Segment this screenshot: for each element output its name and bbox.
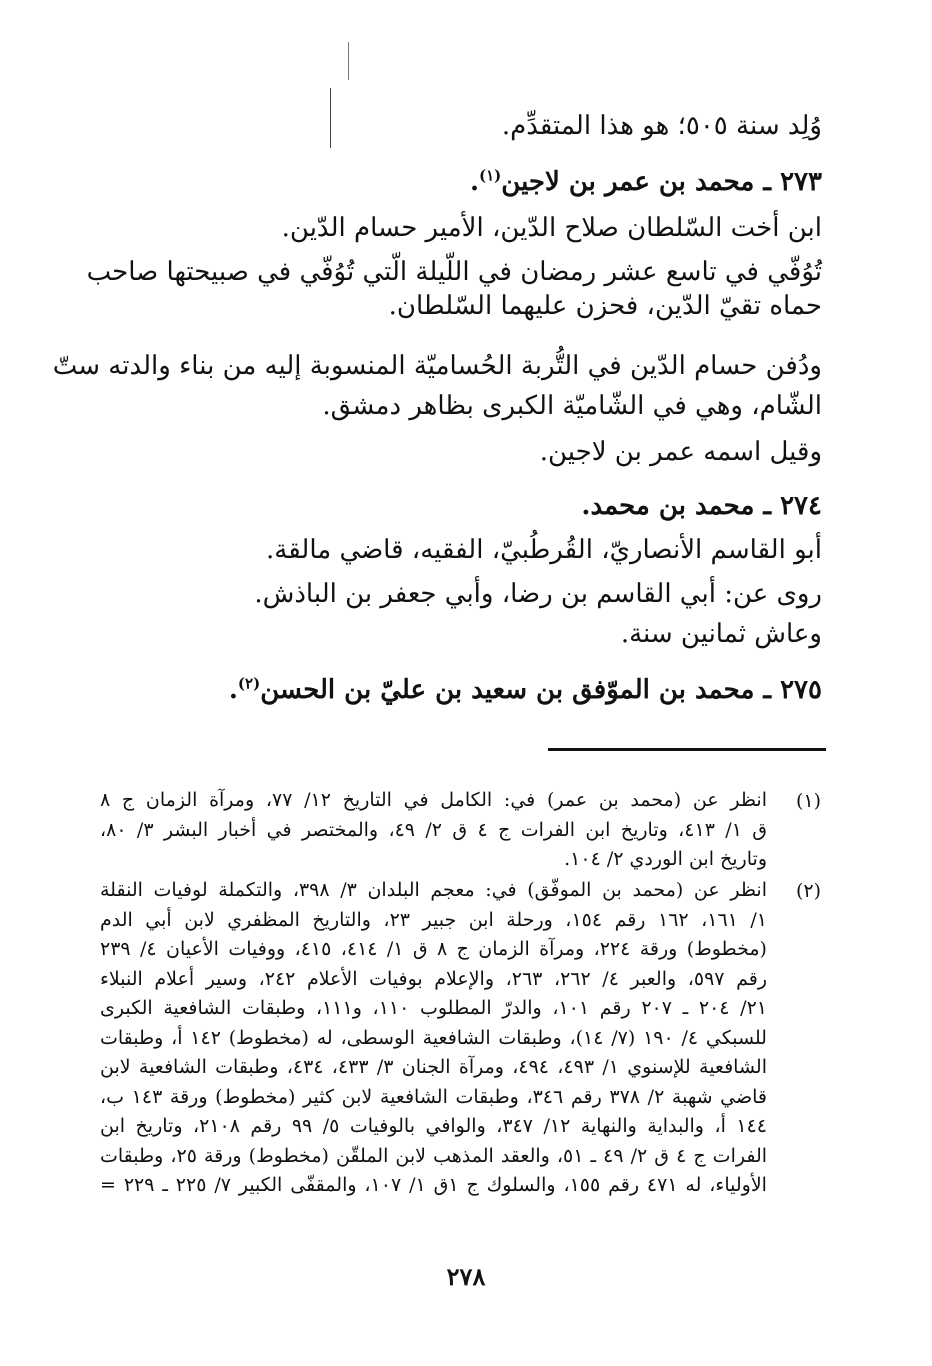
text-line: روى عن: أبي القاسم بن رضا، وأبي جعفر بن الباذش. [254,579,822,609]
text-line: ودُفن حسام الدّين في التُّربة الحُساميّة المنسوبة إليه من بناء والدته ستّ [52,351,822,381]
entry-title: ٢٧٣ ـ محمد بن عمر بن لاجين [501,167,822,197]
heading-period: . [469,167,479,197]
entry-heading-273 [470,164,822,200]
text-line: تُوُفّي في تاسع عشر رمضان في اللّيلة الّتي تُوُفّي في صبيحتها صاحب [86,257,822,287]
footnote-line: ١٤٤ أ، والبداية والنهاية ١٢/ ٣٤٧، والوافي بالوفيات ٥/ ٩٩ رقم ٢١٠٨، وتاريخ ابن [100,1115,767,1137]
text-line: وقيل اسمه عمر بن لاجين. [539,437,822,467]
footnote-line: (مخطوط) ورقة ٢٢٤، ومرآة الزمان ج ٨ ق ١/ ٤١٤، ٤١٥، ووفيات الأعيان ٤/ ٢٣٩ [100,938,767,960]
footnote-1 [100,786,767,875]
footnote-line: ٢١/ ٢٠٤ ـ ٢٠٧ رقم ١٠١، والدرّ المطلوب ١١٠، و١١١، وطبقات الشافعية الكبرى [100,997,767,1019]
footnote-line: الشافعية للإسنوي ١/ ٤٩٣، ٤٩٤، ومرآة الجنان ٣/ ٤٣٣، ٤٣٤، وطبقات الشافعية لابن [100,1056,767,1078]
footnote-line: انظر عن (محمد بن الموفّق) في: معجم البلدان ٣/ ٣٩٨، والتكملة لوفيات النقلة [100,879,767,901]
text-line: الشّام، وهي في الشّاميّة الكبرى بظاهر دمشق. [322,391,822,421]
footnote-ref: (٢) [237,674,261,693]
text-line: وُلِد سنة ٥٠٥؛ هو هذا المتقدِّم. [501,111,822,141]
text-line: وعاش ثمانين سنة. [620,619,822,649]
footnote-line: الأولياء، له ٤٧١ رقم ١٥٥، والسلوك ج ١ق ١/ ١٠٧، والمقفّى الكبير ٧/ ٢٢٥ ـ ٢٢٩ = [100,1174,767,1196]
footnote-marker: (١) [796,790,822,812]
footnote-separator [548,748,826,751]
footnote-ref: (١) [479,166,502,185]
entry-heading-274: ٢٧٤ ـ محمد بن محمد. [581,491,822,521]
footnote-line: ق ١/ ٤١٣، وتاريخ ابن الفرات ج ٤ ق ٢/ ٤٩، والمختصر في أخبار البشر ٣/ ٨٠، [100,818,768,841]
margin-mark [348,42,349,80]
margin-mark [330,88,331,148]
entry-title: ٢٧٥ ـ محمد بن الموّفق بن سعيد بن عليّ بن الحسن [260,675,822,705]
entry-heading-275 [229,672,822,708]
page-number: ٢٧٨ [446,1262,486,1291]
footnote-line: الفرات ج ٤ ق ٢/ ٤٩ ـ ٥١، والعقد المذهب لابن الملقّن (مخطوط) ورقة ٢٥، وطبقات [100,1144,768,1167]
footnote-line: رقم ٥٩٧، والعبر ٤/ ٢٦٢، ٢٦٣، والإعلام بوفيات الأعلام ٢٤٢، وسير أعلام النبلاء [100,967,767,990]
text-line: ابن أخت السّلطان صلاح الدّين، الأمير حسام الدّين. [281,213,822,243]
footnote-marker: (٢) [796,880,822,902]
footnote-line: وتاريخ ابن الوردي ٢/ ١٠٤. [564,848,767,870]
text-line: حماه تقيّ الدّين، فحزن عليهما السّلطان. [388,291,822,321]
text-line: أبو القاسم الأنصاريّ، القُرطُبيّ، الفقيه، قاضي مالقة. [266,535,822,565]
footnote-line: انظر عن (محمد بن عمر) في: الكامل في التاريخ ١٢/ ٧٧، ومرآة الزمان ج ٨ [100,789,767,811]
footnote-line: للسبكي ٤/ ١٩٠ (٧/ ١٤)، وطبقات الشافعية الوسطى، له (مخطوط) ١٤٢ أ، وطبقات [100,1026,767,1049]
footnote-line: ١/ ١٦١، ١٦٢ رقم ١٥٤، ورحلة ابن جبير ٢٣، والتاريخ المظفري لابن أبي الدم [100,908,767,931]
footnote-line: قاضي شهبة ٢/ ٣٧٨ رقم ٣٤٦، وطبقات الشافعية لابن كثير (مخطوط) ورقة ١٤٣ ب، [100,1085,767,1108]
footnote-2 [100,876,767,1201]
heading-period: . [228,675,238,705]
